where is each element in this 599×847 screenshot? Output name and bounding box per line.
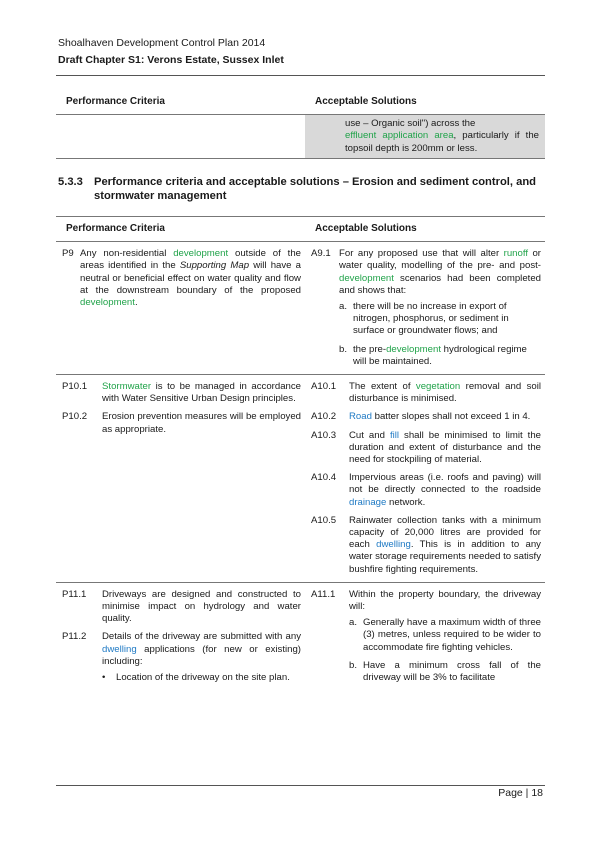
glossary-term[interactable]: dwelling [102, 643, 137, 655]
section-heading [58, 175, 543, 203]
table-row [56, 242, 545, 375]
continued-solution-cell: use – Organic soil") across the effluent application area, particularly if the topsoil depth is 200mm or less. [305, 115, 545, 159]
column-header-performance: Performance Criteria [56, 217, 305, 242]
performance-cell [56, 242, 305, 375]
document-header-title: Shoalhaven Development Control Plan 2014 [58, 37, 266, 49]
glossary-term[interactable]: runoff [503, 248, 528, 260]
sub-item-b: b. the pre-development hydrological regime will be maintained. [339, 343, 527, 367]
criterion-p11-1: P11.1 Driveways are designed and constructed to minimise impact on hydrology and water quality. [62, 588, 301, 625]
glossary-term[interactable]: development [386, 343, 442, 355]
section-number: 5.3.3 [58, 176, 83, 188]
solution-a10-3: A10.3 Cut and fill shall be minimised to limit the duration and extent of disturbance and the need for stockpiling of material. [311, 429, 541, 466]
table-row [56, 115, 545, 159]
sub-item-b: b. Have a minimum cross fall of the driveway will be 3% to facilitate [349, 659, 541, 684]
glossary-term[interactable]: effluent application area [345, 130, 454, 142]
glossary-term[interactable]: dwelling [376, 539, 411, 551]
glossary-term[interactable]: development [80, 297, 135, 309]
solution-cell [305, 582, 545, 690]
section-title: Performance criteria and acceptable solutions – Erosion and sediment control, and stormwater management [94, 176, 537, 202]
criterion-p9: P9 Any non-residential development outside of the areas identified in the Supporting Map will have a neutral or beneficial effect on water quality and flow at the downstream boundary of the proposed development. [62, 248, 301, 309]
glossary-term[interactable]: drainage [349, 496, 387, 508]
sub-item-a: a. there will be no increase in export of nitrogen, phosphorus, or sediment in surface or groundwater flows; and [339, 301, 509, 337]
empty-cell [56, 115, 305, 159]
footer-divider [56, 785, 545, 786]
solution-cell [305, 375, 545, 583]
bullet-item: • Location of the driveway on the site plan. [102, 672, 290, 684]
solution-a10-4: A10.4 Impervious areas (i.e. roofs and paving) will not be directly connected to the roadside drainage network. [311, 472, 541, 508]
criteria-table [56, 216, 545, 690]
page-number: Page | 18 [498, 787, 543, 799]
column-header-solutions: Acceptable Solutions [305, 217, 545, 242]
table-row [56, 375, 545, 583]
glossary-term[interactable]: Stormwater [102, 381, 152, 393]
header-divider [56, 75, 545, 76]
solution-cell [305, 242, 545, 375]
continued-criteria-table [56, 90, 545, 159]
criterion-p11-2: P11.2 Details of the driveway are submitted with any dwelling applications (for new or existing) including: • Location of the driveway on the site plan. [62, 631, 301, 684]
table-row [56, 582, 545, 690]
glossary-term[interactable]: Road [349, 411, 372, 423]
sub-item-a: a. Generally have a maximum width of three (3) metres, unless required to be wider to accommodate fire fighting vehicles. [349, 617, 541, 653]
criterion-p10-2: P10.2 Erosion prevention measures will be employed as appropriate. [62, 411, 301, 435]
glossary-term[interactable]: vegetation [415, 381, 461, 393]
solution-a11-1: A11.1 Within the property boundary, the driveway will: a. Generally have a maximum width of three (3) metres, unless required to be wider to accommodate fire fighting vehicles. b. Have a minimum cross fall of the driveway will be 3% to facilitate [311, 588, 541, 684]
column-header-solutions: Acceptable Solutions [305, 90, 545, 115]
glossary-term[interactable]: development [173, 248, 229, 260]
document-header-chapter: Draft Chapter S1: Verons Estate, Sussex Inlet [58, 54, 284, 66]
column-header-performance: Performance Criteria [56, 90, 305, 115]
performance-cell [56, 375, 305, 583]
performance-cell [56, 582, 305, 690]
bullet-icon: • [102, 672, 106, 684]
criterion-p10-1: P10.1 Stormwater is to be managed in accordance with Water Sensitive Urban Design principles. [62, 381, 301, 405]
glossary-term[interactable]: development [339, 272, 394, 284]
solution-a10-5: A10.5 Rainwater collection tanks with a minimum capacity of 20,000 litres are provided for each dwelling. This is in addition to any water storage requirements needed to satisfy bushfire fighting requirements. [311, 514, 541, 575]
glossary-term[interactable]: fill [389, 429, 400, 441]
solution-a10-2: A10.2 Road batter slopes shall not exceed 1 in 4. [311, 411, 531, 423]
solution-a9-1: A9.1 For any proposed use that will alter runoff or water quality, modelling of the pre- and post-development scenarios had been completed and shows that: a. there will be no increase in export of nitrogen, phosphorus, or sediment in surface or groundwater flows; and b. the pre-development hydrological regime will be maintained. [311, 248, 541, 367]
solution-a10-1: A10.1 The extent of vegetation removal and soil disturbance is minimised. [311, 381, 541, 405]
